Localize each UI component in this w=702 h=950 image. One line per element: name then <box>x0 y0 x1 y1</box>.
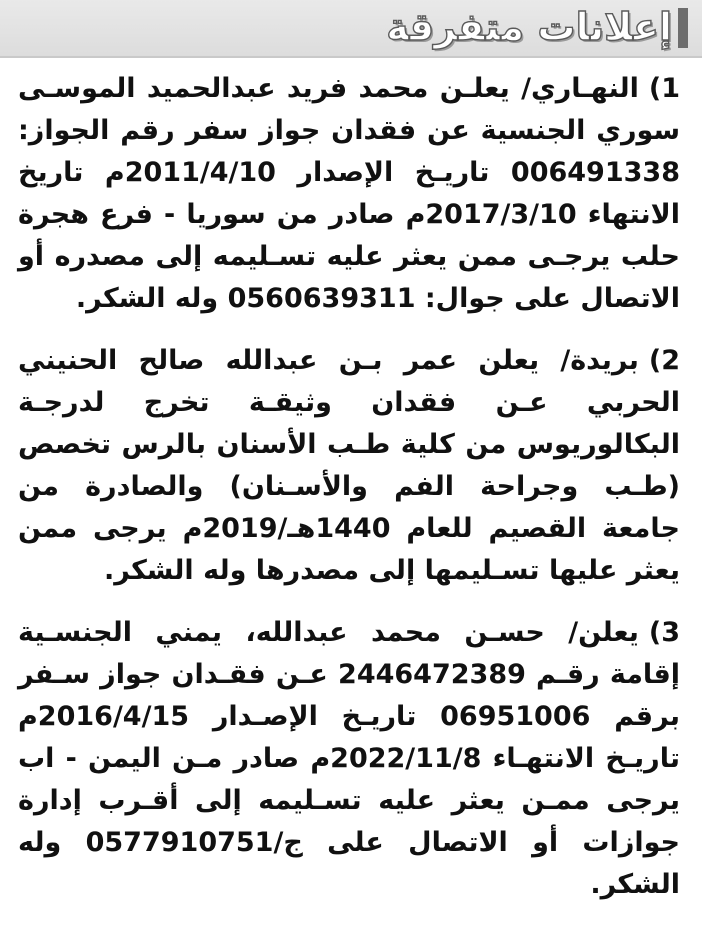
classified-ad <box>18 68 680 320</box>
classified-ads-list <box>18 68 680 906</box>
ad-text: النهـاري/ يعلـن محمد فريد عبدالحميد الموسـى سوري الجنسية عن فقدان جواز سفر رقم الجواز: 006491338 تاريـخ الإصدار 2011/4/10م تاريخ الانتهاء 2017/3/10م صادر من سوريا - فرع هجرة حلب يرجـى ممن يعثر عليه تسـليمه إلى مصدره أو الاتصال على جوال: 0560639311 وله الشكر. <box>18 73 680 314</box>
ad-number: 3) <box>648 617 680 648</box>
classified-ad <box>18 340 680 592</box>
classified-ad <box>18 612 680 906</box>
section-header <box>0 0 702 58</box>
header-accent-bar <box>678 8 688 48</box>
ad-text: يعلن/ حسـن محمد عبدالله، يمني الجنسـية إقامة رقـم 2446472389 عـن فقـدان جواز سـفر برقم 06951006 تاريـخ الإصـدار 2016/4/15م تاريـخ الانتهـاء 2022/11/8م صادر مـن اليمن - اب يرجى ممـن يعثر عليه تسـليمه إلى أقـرب إدارة جوازات أو الاتصال على ج/0577910751 وله الشكر. <box>18 617 681 900</box>
ad-number: 1) <box>648 73 680 104</box>
ad-text: بريدة/ يعلن عمر بـن عبدالله صالح الحنيني الحربي عـن فقدان وثيقـة تخرج لدرجـة البكالوريوس من كلية طـب الأسنان بالرس تخصص (طـب وجراحة الفم والأسـنان) والصادرة من جامعة القصيم للعام 1440هـ/2019م يرجى ممن يعثر عليها تسـليمها إلى مصدرها وله الشكر. <box>18 345 680 586</box>
ad-number: 2) <box>648 345 680 376</box>
section-title: إعلانات متفرقة <box>386 5 672 49</box>
